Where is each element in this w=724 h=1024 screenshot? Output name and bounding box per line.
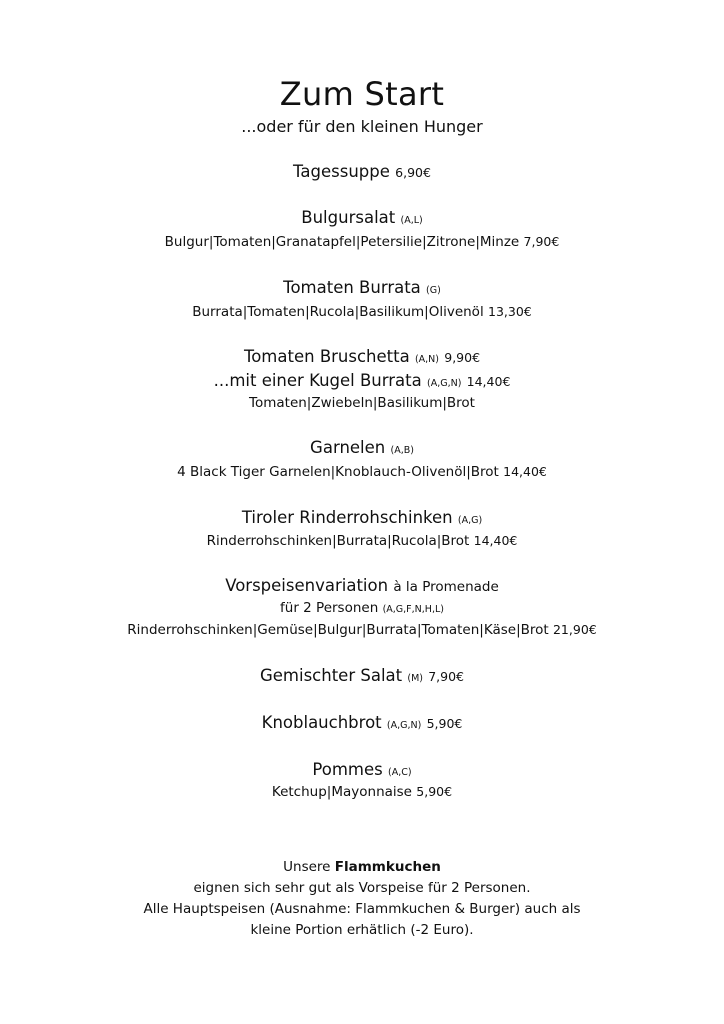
- menu-item-vorspeisenvariation-serving: [0, 598, 724, 620]
- item-allergens: (A,G,F,N,H,L): [382, 604, 444, 615]
- footer-highlight: Flammkuchen: [334, 859, 441, 875]
- footer-note-line-2: eignen sich sehr gut als Vorspeise für 2 Personen.: [193, 880, 531, 896]
- footer-prefix: Unsere: [283, 859, 331, 875]
- menu-item-garnelen-details: [0, 462, 724, 482]
- menu-item-tiroler-details: [0, 531, 724, 551]
- menu-item-bulgursalat: [0, 207, 724, 232]
- menu-item-garnelen: [0, 437, 724, 462]
- item-variant-name: ...mit einer Kugel Burrata: [213, 371, 422, 390]
- item-name: Knoblauchbrot: [261, 713, 382, 732]
- item-variant-allergens: (A,G,N): [426, 378, 462, 389]
- item-allergens: (A,B): [390, 445, 414, 456]
- item-description: 4 Black Tiger Garnelen|Knoblauch-Olivenöl|Brot: [177, 464, 499, 480]
- footer-note-line-1: [0, 857, 724, 877]
- menu-item-tomaten-burrata: [0, 277, 724, 302]
- item-allergens: (G): [426, 285, 441, 296]
- item-name: Tagessuppe: [293, 162, 390, 181]
- footer-note-line-3: Alle Hauptspeisen (Ausnahme: Flammkuchen & Burger) auch als: [143, 901, 581, 917]
- item-price: 14,40€: [473, 533, 518, 548]
- item-price: 5,90€: [426, 716, 463, 731]
- menu-item-tomaten-bruschetta-variant: [0, 370, 724, 395]
- menu-item-bulgursalat-details: [0, 232, 724, 252]
- item-price: 5,90€: [416, 784, 453, 799]
- item-allergens: (M): [407, 673, 423, 684]
- menu-item-pommes: [0, 759, 724, 784]
- item-name-suffix: à la Promenade: [393, 579, 499, 595]
- menu-item-tomaten-bruschetta-details: [0, 393, 724, 413]
- item-price: 7,90€: [523, 234, 560, 249]
- item-allergens: (A,L): [400, 215, 423, 226]
- item-description: Rinderrohschinken|Burrata|Rucola|Brot: [206, 533, 470, 549]
- item-price: 9,90€: [444, 350, 481, 365]
- item-variant-price: 14,40€: [466, 374, 511, 389]
- item-name: Tiroler Rinderrohschinken: [241, 508, 453, 527]
- item-allergens: (A,G,N): [386, 720, 422, 731]
- item-allergens: (A,N): [414, 354, 439, 365]
- item-price: 7,90€: [428, 669, 465, 684]
- menu-item-tagessuppe: [0, 161, 724, 184]
- page-subtitle: ...oder für den kleinen Hunger: [241, 117, 483, 136]
- item-allergens: (A,G): [457, 515, 483, 526]
- menu-item-vorspeisenvariation-details: [0, 620, 724, 640]
- item-price: 13,30€: [488, 304, 532, 319]
- item-description: Rinderrohschinken|Gemüse|Bulgur|Burrata|Tomaten|Käse|Brot: [127, 622, 549, 638]
- item-name: Bulgursalat: [301, 208, 396, 227]
- menu-item-pommes-details: [0, 782, 724, 802]
- menu-item-tiroler-rinderrohschinken: [0, 507, 724, 532]
- item-name: Garnelen: [310, 438, 386, 457]
- item-price: 6,90€: [395, 165, 431, 180]
- item-name: Pommes: [312, 760, 383, 779]
- item-description: Bulgur|Tomaten|Granatapfel|Petersilie|Zitrone|Minze: [164, 234, 520, 250]
- item-description: Ketchup|Mayonnaise: [271, 784, 412, 800]
- menu-item-gemischter-salat: [0, 665, 724, 690]
- menu-item-knoblauchbrot: [0, 712, 724, 737]
- item-name: Tomaten Burrata: [283, 278, 421, 297]
- item-name: Vorspeisenvariation: [225, 576, 389, 595]
- menu-item-vorspeisenvariation: [0, 575, 724, 597]
- page-title: Zum Start: [279, 75, 445, 113]
- item-name: Gemischter Salat: [259, 666, 403, 685]
- menu-item-tomaten-bruschetta: [0, 346, 724, 371]
- menu-item-tomaten-burrata-details: [0, 302, 724, 322]
- footer-note-line-4: kleine Portion erhätlich (-2 Euro).: [250, 922, 474, 938]
- item-description: Burrata|Tomaten|Rucola|Basilikum|Olivenöl: [192, 304, 484, 320]
- item-name: Tomaten Bruschetta: [243, 347, 410, 366]
- item-serving: für 2 Personen: [280, 600, 379, 616]
- item-price: 14,40€: [503, 464, 547, 479]
- item-price: 21,90€: [552, 622, 597, 637]
- item-description: Tomaten|Zwiebeln|Basilikum|Brot: [249, 395, 475, 411]
- item-allergens: (A,C): [388, 767, 412, 778]
